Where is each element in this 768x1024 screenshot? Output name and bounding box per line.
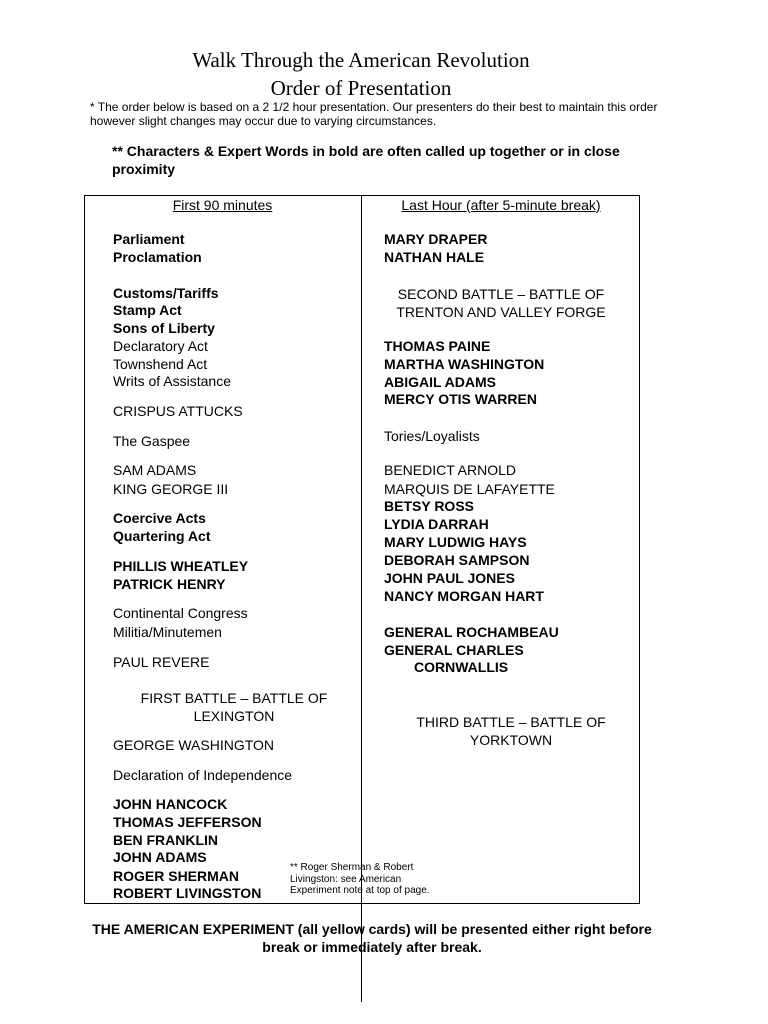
list-item: Customs/Tariffs xyxy=(113,285,219,301)
list-item: Parliament xyxy=(113,231,185,247)
schedule-note: * The order below is based on a 2 1/2 hour presentation. Our presenters do their best to maintain this order however slight changes may occur due to varying circumstances. xyxy=(90,100,658,128)
list-item: KING GEORGE III xyxy=(113,481,229,497)
list-item: GENERAL CHARLES xyxy=(384,642,524,658)
list-item: PAUL REVERE xyxy=(113,654,210,670)
list-item: Writs of Assistance xyxy=(113,373,232,389)
list-item: CRISPUS ATTUCKS xyxy=(113,403,243,419)
list-item: NANCY MORGAN HART xyxy=(384,588,544,604)
battle-heading: FIRST BATTLE – BATTLE OF xyxy=(140,690,328,706)
list-item: MERCY OTIS WARREN xyxy=(384,391,537,407)
list-item: JOHN ADAMS xyxy=(113,849,207,865)
battle-heading: THIRD BATTLE – BATTLE OF xyxy=(416,714,606,730)
list-item: PHILLIS WHEATLEY xyxy=(113,558,249,574)
list-item: Continental Congress xyxy=(113,605,248,621)
list-item: ROGER SHERMAN xyxy=(113,868,240,884)
list-item: JOHN HANCOCK xyxy=(113,796,228,812)
list-item: ROBERT LIVINGSTON xyxy=(113,885,262,901)
battle-heading: YORKTOWN xyxy=(469,732,553,748)
footer-note: THE AMERICAN EXPERIMENT (all yellow cards) will be presented either right before break or immediately after break. xyxy=(92,921,652,955)
list-item: MARY DRAPER xyxy=(384,231,488,247)
list-item: The Gaspee xyxy=(113,433,191,449)
list-item: NATHAN HALE xyxy=(384,249,485,265)
left-column-header: First 90 minutes xyxy=(172,197,273,213)
battle-heading: SECOND BATTLE – BATTLE OF xyxy=(397,286,605,302)
document-subtitle: Order of Presentation xyxy=(270,76,452,100)
list-item: ABIGAIL ADAMS xyxy=(384,374,496,390)
battle-heading: LEXINGTON xyxy=(193,708,275,724)
list-item: CORNWALLIS xyxy=(414,659,509,675)
list-item: Declaration of Independence xyxy=(113,767,293,783)
list-item: GEORGE WASHINGTON xyxy=(113,737,275,753)
list-item: GENERAL ROCHAMBEAU xyxy=(384,624,559,640)
list-item: LYDIA DARRAH xyxy=(384,516,489,532)
list-item: DEBORAH SAMPSON xyxy=(384,552,530,568)
list-item: JOHN PAUL JONES xyxy=(384,570,515,586)
side-note: ** Roger Sherman & Robert Livingston: see American Experiment note at top of page. xyxy=(290,862,430,896)
list-item: SAM ADAMS xyxy=(113,462,197,478)
document-title: Walk Through the American Revolution xyxy=(192,48,530,72)
list-item: BENEDICT ARNOLD xyxy=(384,462,516,478)
list-item: Quartering Act xyxy=(113,528,211,544)
list-item: Stamp Act xyxy=(113,302,182,318)
list-item: BETSY ROSS xyxy=(384,498,474,514)
list-item: Sons of Liberty xyxy=(113,320,215,336)
list-item: Militia/Minutemen xyxy=(113,624,222,640)
list-item: Tories/Loyalists xyxy=(384,428,480,444)
list-item: THOMAS JEFFERSON xyxy=(113,814,262,830)
list-item: Coercive Acts xyxy=(113,510,206,526)
list-item: MARQUIS DE LAFAYETTE xyxy=(384,481,555,497)
bold-note: ** Characters & Expert Words in bold are often called up together or in close proximity xyxy=(112,143,620,177)
right-column-header: Last Hour (after 5-minute break) xyxy=(401,197,601,213)
list-item: MARY LUDWIG HAYS xyxy=(384,534,527,550)
battle-heading: TRENTON AND VALLEY FORGE xyxy=(396,304,606,320)
list-item: THOMAS PAINE xyxy=(384,338,491,354)
list-item: BEN FRANKLIN xyxy=(113,832,218,848)
list-item: Declaratory Act xyxy=(113,338,208,354)
list-item: Proclamation xyxy=(113,249,202,265)
list-item: Townshend Act xyxy=(113,356,208,372)
list-item: MARTHA WASHINGTON xyxy=(384,356,545,372)
list-item: PATRICK HENRY xyxy=(113,576,226,592)
